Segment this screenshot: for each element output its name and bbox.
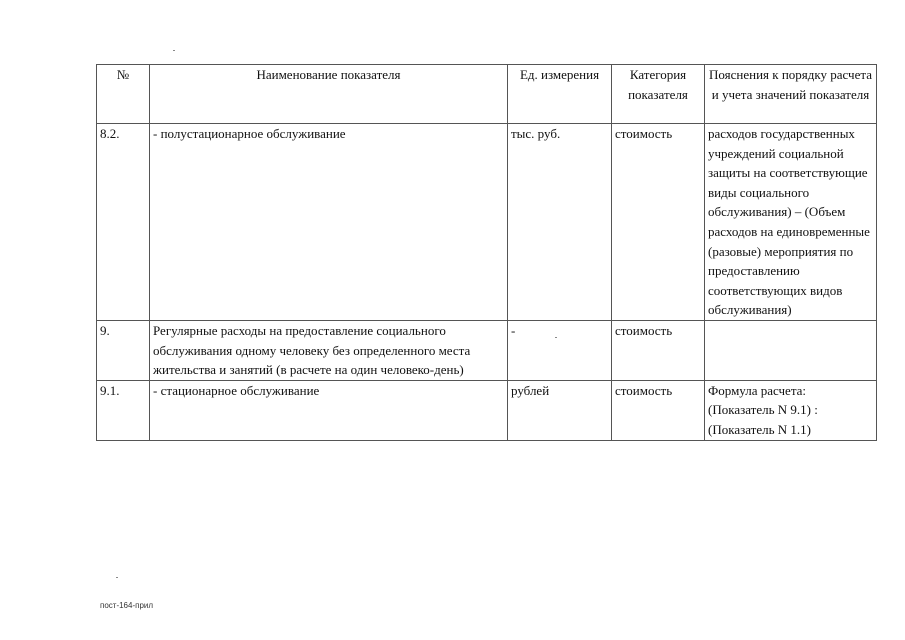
row-name: - полустационарное обслуживание <box>150 124 508 321</box>
row-category: стоимость <box>612 380 705 440</box>
header-explanation: Пояснения к порядку расчета и учета значений показателя <box>705 65 877 124</box>
table-header-row <box>97 65 877 124</box>
row-unit: тыс. руб. <box>508 124 612 321</box>
scan-speck <box>173 50 175 51</box>
table-row <box>97 380 877 440</box>
row-unit: рублей <box>508 380 612 440</box>
scan-speck <box>116 577 118 578</box>
row-category: стоимость <box>612 124 705 321</box>
indicator-table <box>96 64 877 441</box>
row-num: 9. <box>97 320 150 380</box>
row-explanation: Формула расчета: (Показатель N 9.1) : (Показатель N 1.1) <box>705 380 877 440</box>
header-num: № <box>97 65 150 124</box>
table-row <box>97 320 877 380</box>
footer-label: пост-164-прил <box>100 601 154 610</box>
header-category: Категория показателя <box>612 65 705 124</box>
row-num: 9.1. <box>97 380 150 440</box>
row-unit: - <box>508 320 612 380</box>
row-explanation <box>705 320 877 380</box>
row-num: 8.2. <box>97 124 150 321</box>
row-category: стоимость <box>612 320 705 380</box>
header-name: Наименование показателя <box>150 65 508 124</box>
header-unit: Ед. измерения <box>508 65 612 124</box>
row-name: - стационарное обслуживание <box>150 380 508 440</box>
scan-speck <box>555 337 557 338</box>
table-row <box>97 124 877 321</box>
row-name: Регулярные расходы на предоставление социального обслуживания одному человеку без определенного места жительства и занятий (в расчете на один человеко-день) <box>150 320 508 380</box>
row-explanation: расходов государственных учреждений социальной защиты на соответствующие виды социального обслуживания) – (Объем расходов на единовременные (разовые) мероприятия по предоставлению соответствующих видов обслуживания) <box>705 124 877 321</box>
